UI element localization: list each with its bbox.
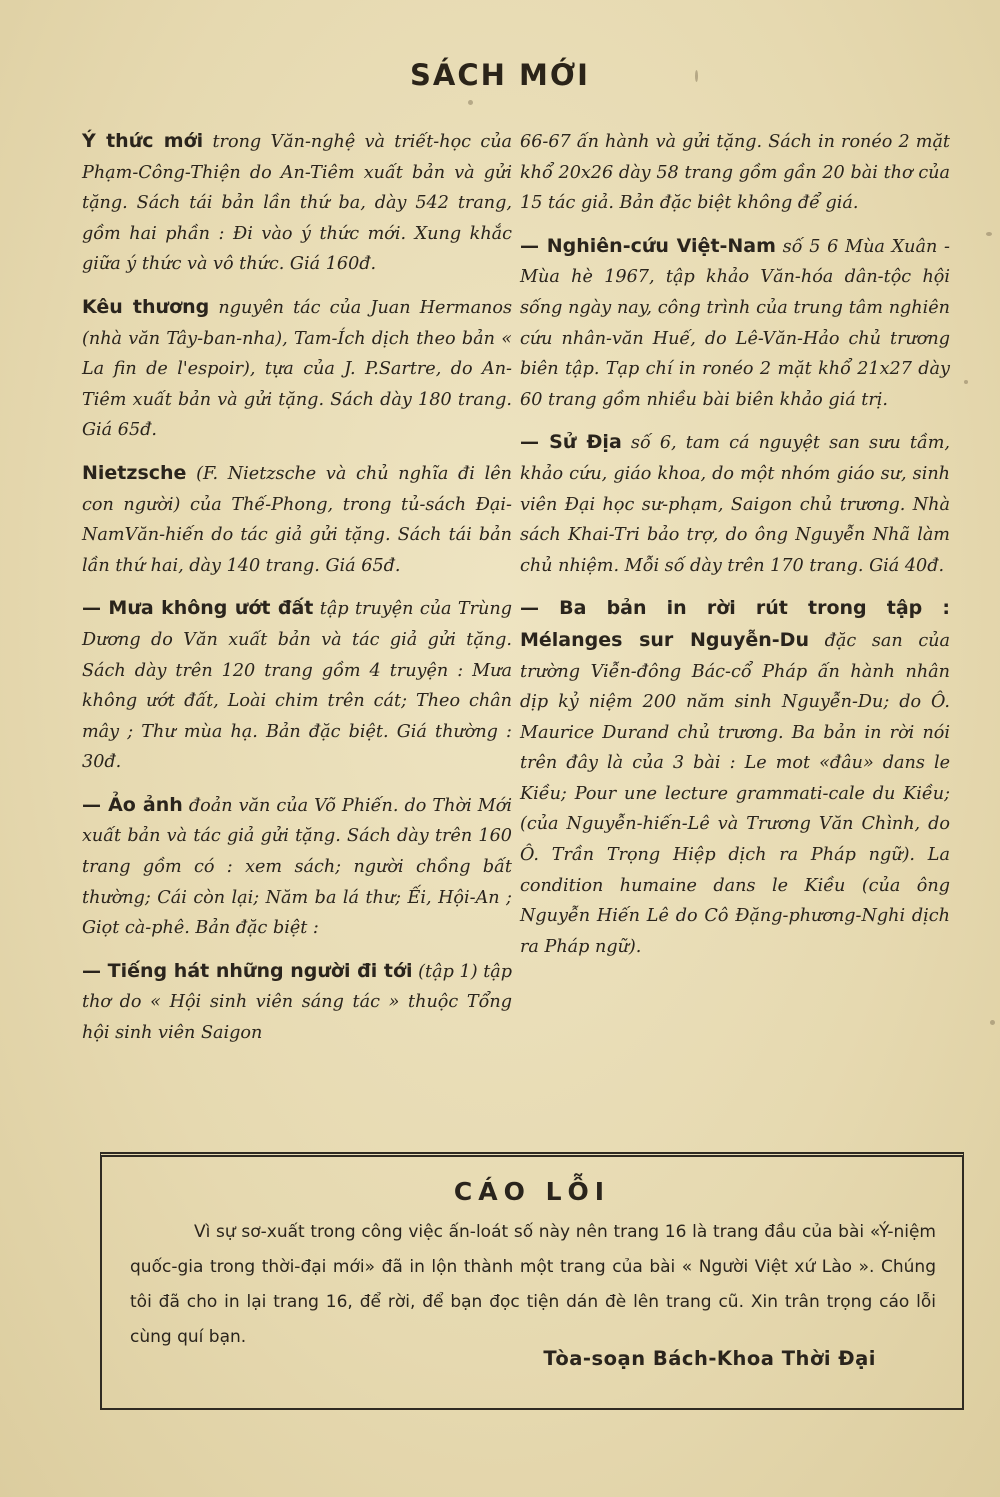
entry-text: số 5 6 Mùa Xuân - Mùa hè 1967, tập khảo Văn-hóa dân-tộc hội sống ngày nay, công trình của trung tâm nghiên cứu nhân-văn Huế, do Lê-Văn-Hảo chủ trương biên tập. Tạp chí in ronéo 2 mặt khổ 21x27 dày 60 trang gồm nhiều bài biên khảo giá trị. xyxy=(520,236,950,410)
notice-title: CÁO LỖI xyxy=(453,1177,611,1206)
left-column xyxy=(82,126,512,1061)
book-entry xyxy=(82,126,512,280)
entry-title: Kêu thương xyxy=(82,295,210,318)
notice-signature: Tòa-soạn Bách-Khoa Thời Đại xyxy=(543,1347,876,1370)
book-entry xyxy=(82,956,512,1049)
entry-text: số 6, tam cá nguyệt san sưu tầm, khảo cứu, giáo khoa, do một nhóm giáo sư, sinh viên Đại học sư-phạm, Saigon chủ trương. Nhà sách Khai-Tri bảo trợ, do ông Nguyễn Nhã làm chủ nhiệm. Mỗi số dày trên 170 trang. Giá 40đ. xyxy=(520,433,950,576)
entry-title: — Ảo ảnh xyxy=(82,793,183,816)
paper-fleck xyxy=(990,1020,995,1025)
paper-fleck xyxy=(964,380,968,384)
entry-text: trong Văn-nghệ và triết-học của Phạm-Công-Thiện do An-Tiêm xuất bản và gửi tặng. Sách tái bản lần thứ ba, dày 542 trang, gồm hai phần : Đi vào ý thức mới. Xung khắc giữa ý thức và vô thức. Giá 160đ. xyxy=(82,132,513,275)
book-entry xyxy=(82,292,512,446)
paper-fleck xyxy=(468,100,473,105)
book-entry xyxy=(82,593,512,778)
entry-title: — Mưa không ướt đất xyxy=(82,597,314,620)
entry-text: nguyên tác của Juan Hermanos (nhà văn Tây-ban-nha), Tam-Ích dịch theo bản « La fin de l'espoir), tựa của J. P.Sartre, do An-Tiêm xuất bản và gửi tặng. Sách dày 180 trang. Giá 65đ. xyxy=(82,297,513,441)
errata-notice-box xyxy=(100,1152,964,1410)
entry-text: tập truyện của Trùng Dương do Văn xuất bản và tác giả gửi tặng. Sách dày trên 120 trang gồm 4 truyện : Mưa không ướt đất, Loài chim trên cát; Theo chân mây ; Thư mùa hạ. Bản đặc biệt. Giá thường : 30đ. xyxy=(82,599,512,773)
book-entry xyxy=(520,593,950,962)
entry-text: 66-67 ấn hành và gửi tặng. Sách in ronéo 2 mặt khổ 20x26 dày 58 trang gồm gần 20 bài thơ của 15 tác giả. Bản đặc biệt không để giá. xyxy=(520,132,950,214)
right-column xyxy=(520,126,950,974)
book-entry xyxy=(82,790,512,944)
entry-text: đặc san của trường Viễn-đông Bác-cổ Pháp ấn hành nhân dịp kỷ niệm 200 năm sinh Nguyễn-Du; do Ô. Maurice Durand chủ trương. Ba bản in rời nói trên đây là của 3 bài : Le mot «đâu» dans le Kiều; Pour une lecture grammati-cale du Kiều; (của Nguyễn-hiến-Lê và Trương Văn Chình, do Ô. Trần Trọng Hiệp dịch ra Pháp ngữ). La condition humaine dans le Kiều (của ông Nguyễn Hiến Lê do Cô Đặng-phương-Nghi dịch ra Pháp ngữ). xyxy=(520,630,951,957)
entry-title: — Nghiên-cứu Việt-Nam xyxy=(520,234,776,257)
entry-title: — Tiếng hát những người đi tới xyxy=(82,959,413,982)
book-entry xyxy=(520,126,950,219)
entry-title: Nietzsche xyxy=(82,461,187,484)
entry-title: — Sử Địa xyxy=(520,431,622,454)
book-entry xyxy=(520,427,950,581)
entry-text: (tập 1) tập thơ do « Hội sinh viên sáng tác » thuộc Tổng hội sinh viên Saigon xyxy=(82,961,513,1044)
entry-text: (F. Nietzsche và chủ nghĩa đi lên con người) của Thế-Phong, trong tủ-sách Đại-NamVăn-hiến do tác giả gửi tặng. Sách tái bản lần thứ hai, dày 140 trang. Giá 65đ. xyxy=(82,463,512,576)
paper-fleck xyxy=(695,70,698,82)
book-entry xyxy=(82,458,512,581)
entry-text: đoản văn của Võ Phiến. do Thời Mới xuất bản và tác giả gửi tặng. Sách dày trên 160 trang gồm có : xem sách; người chồng bất thường; Cái còn lại; Năm ba lá thư; Ếi, Hội-An ; Giọt cà-phê. Bản đặc biệt : xyxy=(82,795,512,939)
page-title: SÁCH MỚI xyxy=(410,58,590,92)
entry-title: — Ba bản in rời rút trong tập : Mélanges sur Nguyễn-Du xyxy=(520,597,950,651)
book-entry xyxy=(520,231,950,416)
notice-body: Vì sự sơ-xuất trong công việc ấn-loát số này nên trang 16 là trang đầu của bài «Ý-niệm quốc-gia trong thời-đại mới» đã in lộn thành một trang của bài « Người Việt xứ Lào ». Chúng tôi đã cho in lại trang 16, để rời, để bạn đọc tiện dán đè lên trang cũ. Xin trân trọng cáo lỗi cùng quí bạn. xyxy=(130,1222,936,1347)
paper-fleck xyxy=(986,232,992,236)
entry-title: Ý thức mới xyxy=(82,130,204,152)
